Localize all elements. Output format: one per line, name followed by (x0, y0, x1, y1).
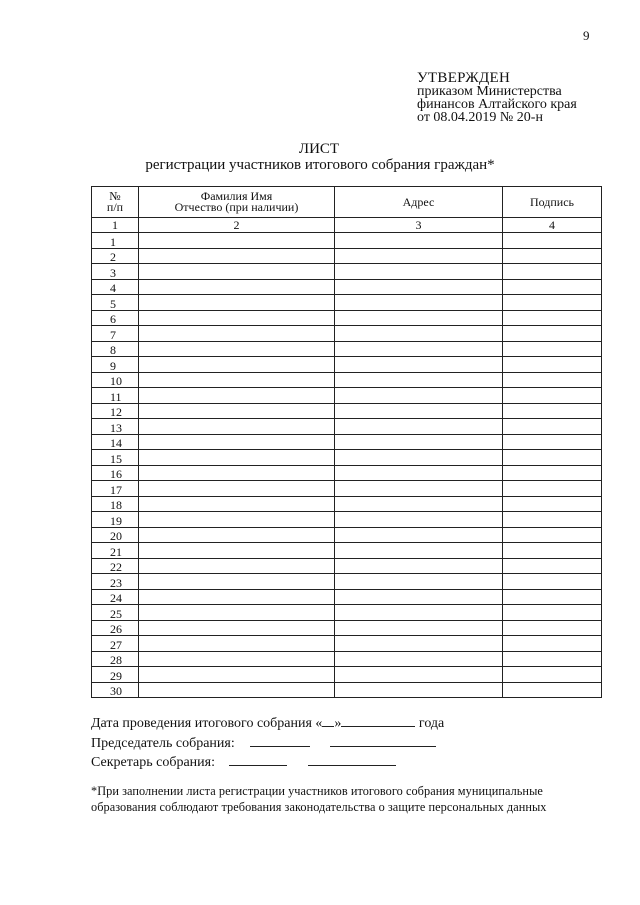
table-row (92, 574, 602, 590)
table-row (92, 558, 602, 574)
signature-cell[interactable] (503, 372, 602, 388)
table-row (92, 357, 602, 373)
table-body (92, 233, 602, 698)
document-title (0, 141, 640, 173)
table-row (92, 527, 602, 543)
table-row (92, 388, 602, 404)
secretary-line (91, 753, 444, 773)
row-number: 27 (92, 636, 139, 652)
address-cell[interactable] (335, 357, 503, 373)
row-number: 25 (92, 605, 139, 621)
title-subtitle: регистрации участников итогового собрания граждан* (145, 157, 495, 173)
secretary-name-blank[interactable] (308, 753, 396, 766)
row-number: 16 (92, 465, 139, 481)
name-cell[interactable] (139, 434, 335, 450)
name-cell[interactable] (139, 527, 335, 543)
table-header-row (92, 187, 602, 218)
table-row (92, 589, 602, 605)
address-cell[interactable] (335, 264, 503, 280)
table-row (92, 620, 602, 636)
signature-cell[interactable] (503, 465, 602, 481)
table-row (92, 496, 602, 512)
row-number: 14 (92, 434, 139, 450)
name-cell[interactable] (139, 636, 335, 652)
signature-block (91, 714, 444, 773)
chair-label: Председатель собрания: (91, 735, 235, 751)
row-number: 20 (92, 527, 139, 543)
table-row (92, 450, 602, 466)
row-number: 3 (92, 264, 139, 280)
row-number: 1 (92, 233, 139, 249)
header-full-name (139, 187, 335, 218)
signature-cell[interactable] (503, 636, 602, 652)
address-cell[interactable] (335, 512, 503, 528)
row-number: 29 (92, 667, 139, 683)
page-number: 9 (583, 28, 590, 43)
header-number-abbr: п/п (106, 200, 124, 214)
header-number (92, 187, 139, 218)
table-row (92, 403, 602, 419)
row-number: 9 (92, 357, 139, 373)
name-cell[interactable] (139, 543, 335, 559)
row-number: 21 (92, 543, 139, 559)
secretary-label: Секретарь собрания: (91, 755, 215, 770)
row-number: 26 (92, 620, 139, 636)
column-number: 3 (335, 218, 503, 233)
address-cell[interactable] (335, 233, 503, 249)
table-row (92, 233, 602, 249)
address-cell[interactable] (335, 589, 503, 605)
signature-cell[interactable] (503, 481, 602, 497)
row-number: 5 (92, 295, 139, 311)
chair-name-blank[interactable] (330, 734, 436, 747)
row-number: 11 (92, 388, 139, 404)
name-cell[interactable] (139, 574, 335, 590)
name-cell[interactable] (139, 326, 335, 342)
address-cell[interactable] (335, 403, 503, 419)
row-number: 7 (92, 326, 139, 342)
row-number: 6 (92, 310, 139, 326)
signature-cell[interactable] (503, 496, 602, 512)
signature-cell[interactable] (503, 326, 602, 342)
header-name-line-2: Отчество (при наличии) (174, 200, 299, 214)
table-row (92, 651, 602, 667)
address-cell[interactable] (335, 574, 503, 590)
address-cell[interactable] (335, 543, 503, 559)
name-cell[interactable] (139, 512, 335, 528)
name-cell[interactable] (139, 264, 335, 280)
name-cell[interactable] (139, 481, 335, 497)
address-cell[interactable] (335, 527, 503, 543)
row-number: 4 (92, 279, 139, 295)
name-cell[interactable] (139, 357, 335, 373)
address-cell[interactable] (335, 372, 503, 388)
name-cell[interactable] (139, 496, 335, 512)
signature-cell[interactable] (503, 589, 602, 605)
column-number: 1 (92, 218, 139, 233)
table-row (92, 465, 602, 481)
approval-line-4: от 08.04.2019 № 20-н (417, 110, 543, 125)
approval-line-2: приказом Министерства (417, 84, 562, 99)
signature-cell[interactable] (503, 450, 602, 466)
name-cell[interactable] (139, 388, 335, 404)
table-row (92, 295, 602, 311)
table-row (92, 512, 602, 528)
row-number: 22 (92, 558, 139, 574)
table-row (92, 419, 602, 435)
name-cell[interactable] (139, 605, 335, 621)
signature-cell[interactable] (503, 233, 602, 249)
name-cell[interactable] (139, 310, 335, 326)
column-number: 2 (139, 218, 335, 233)
name-cell[interactable] (139, 233, 335, 249)
table-row (92, 636, 602, 652)
name-cell[interactable] (139, 419, 335, 435)
address-cell[interactable] (335, 667, 503, 683)
address-cell[interactable] (335, 558, 503, 574)
column-number: 4 (503, 218, 602, 233)
table-row (92, 605, 602, 621)
signature-cell[interactable] (503, 651, 602, 667)
address-cell[interactable] (335, 295, 503, 311)
address-cell[interactable] (335, 419, 503, 435)
table-row (92, 543, 602, 559)
name-cell[interactable] (139, 667, 335, 683)
signature-cell[interactable] (503, 558, 602, 574)
signature-cell[interactable] (503, 388, 602, 404)
row-number: 8 (92, 341, 139, 357)
address-cell[interactable] (335, 620, 503, 636)
chair-signature-blank[interactable] (250, 734, 310, 747)
table-row (92, 279, 602, 295)
name-cell[interactable] (139, 372, 335, 388)
signature-cell[interactable] (503, 434, 602, 450)
table-row (92, 264, 602, 280)
table-row (92, 248, 602, 264)
signature-cell[interactable] (503, 341, 602, 357)
signature-cell[interactable] (503, 605, 602, 621)
row-number: 24 (92, 589, 139, 605)
name-cell[interactable] (139, 341, 335, 357)
secretary-signature-blank[interactable] (229, 753, 287, 766)
row-number: 17 (92, 481, 139, 497)
signature-cell[interactable] (503, 682, 602, 698)
header-name-line-1: Фамилия Имя (200, 189, 273, 203)
row-number: 10 (92, 372, 139, 388)
signature-cell[interactable] (503, 574, 602, 590)
signature-cell[interactable] (503, 512, 602, 528)
row-number: 19 (92, 512, 139, 528)
row-number: 15 (92, 450, 139, 466)
table-row (92, 481, 602, 497)
header-address: Адрес (335, 187, 503, 218)
address-cell[interactable] (335, 248, 503, 264)
address-cell[interactable] (335, 481, 503, 497)
row-number: 2 (92, 248, 139, 264)
table-row (92, 667, 602, 683)
date-label-prefix: Дата проведения итогового собрания « (91, 716, 323, 731)
footnote: *При заполнении листа регистрации участников итогового собрания муниципальные образования соблюдают требования законодательства о защите персональных данных (91, 784, 547, 814)
address-cell[interactable] (335, 279, 503, 295)
table-row (92, 310, 602, 326)
signature-cell[interactable] (503, 667, 602, 683)
name-cell[interactable] (139, 651, 335, 667)
approval-stamp (417, 72, 577, 124)
address-cell[interactable] (335, 450, 503, 466)
signature-cell[interactable] (503, 543, 602, 559)
signature-cell[interactable] (503, 264, 602, 280)
signature-cell[interactable] (503, 279, 602, 295)
signature-cell[interactable] (503, 419, 602, 435)
date-month-blank[interactable] (341, 714, 415, 727)
address-cell[interactable] (335, 341, 503, 357)
date-label-mid: » (334, 716, 342, 731)
address-cell[interactable] (335, 388, 503, 404)
table-row (92, 682, 602, 698)
address-cell[interactable] (335, 605, 503, 621)
signature-cell[interactable] (503, 295, 602, 311)
signature-cell[interactable] (503, 357, 602, 373)
meeting-date-line (91, 714, 444, 734)
header-number-sign: № (109, 189, 121, 203)
row-number: 13 (92, 419, 139, 435)
row-number: 12 (92, 403, 139, 419)
registration-table (91, 186, 602, 698)
date-label-suffix: года (418, 716, 445, 731)
approval-line-3: финансов Алтайского края (417, 97, 577, 112)
address-cell[interactable] (335, 465, 503, 481)
row-number: 18 (92, 496, 139, 512)
signature-cell[interactable] (503, 310, 602, 326)
table-row (92, 372, 602, 388)
address-cell[interactable] (335, 434, 503, 450)
name-cell[interactable] (139, 403, 335, 419)
address-cell[interactable] (335, 326, 503, 342)
signature-cell[interactable] (503, 403, 602, 419)
column-number-row (92, 218, 602, 233)
name-cell[interactable] (139, 620, 335, 636)
name-cell[interactable] (139, 279, 335, 295)
chair-line (91, 734, 444, 754)
address-cell[interactable] (335, 651, 503, 667)
row-number: 28 (92, 651, 139, 667)
name-cell[interactable] (139, 248, 335, 264)
table-row (92, 434, 602, 450)
title-main: ЛИСТ (298, 141, 340, 157)
date-day-blank[interactable] (322, 714, 334, 727)
table-row (92, 326, 602, 342)
signature-cell[interactable] (503, 527, 602, 543)
signature-cell[interactable] (503, 248, 602, 264)
signature-cell[interactable] (503, 620, 602, 636)
name-cell[interactable] (139, 682, 335, 698)
table-row (92, 341, 602, 357)
name-cell[interactable] (139, 450, 335, 466)
name-cell[interactable] (139, 295, 335, 311)
row-number: 23 (92, 574, 139, 590)
address-cell[interactable] (335, 682, 503, 698)
approval-title: УТВЕРЖДЕН (417, 70, 511, 86)
address-cell[interactable] (335, 496, 503, 512)
name-cell[interactable] (139, 465, 335, 481)
name-cell[interactable] (139, 558, 335, 574)
row-number: 30 (92, 682, 139, 698)
header-signature: Подпись (503, 187, 602, 218)
address-cell[interactable] (335, 310, 503, 326)
address-cell[interactable] (335, 636, 503, 652)
name-cell[interactable] (139, 589, 335, 605)
